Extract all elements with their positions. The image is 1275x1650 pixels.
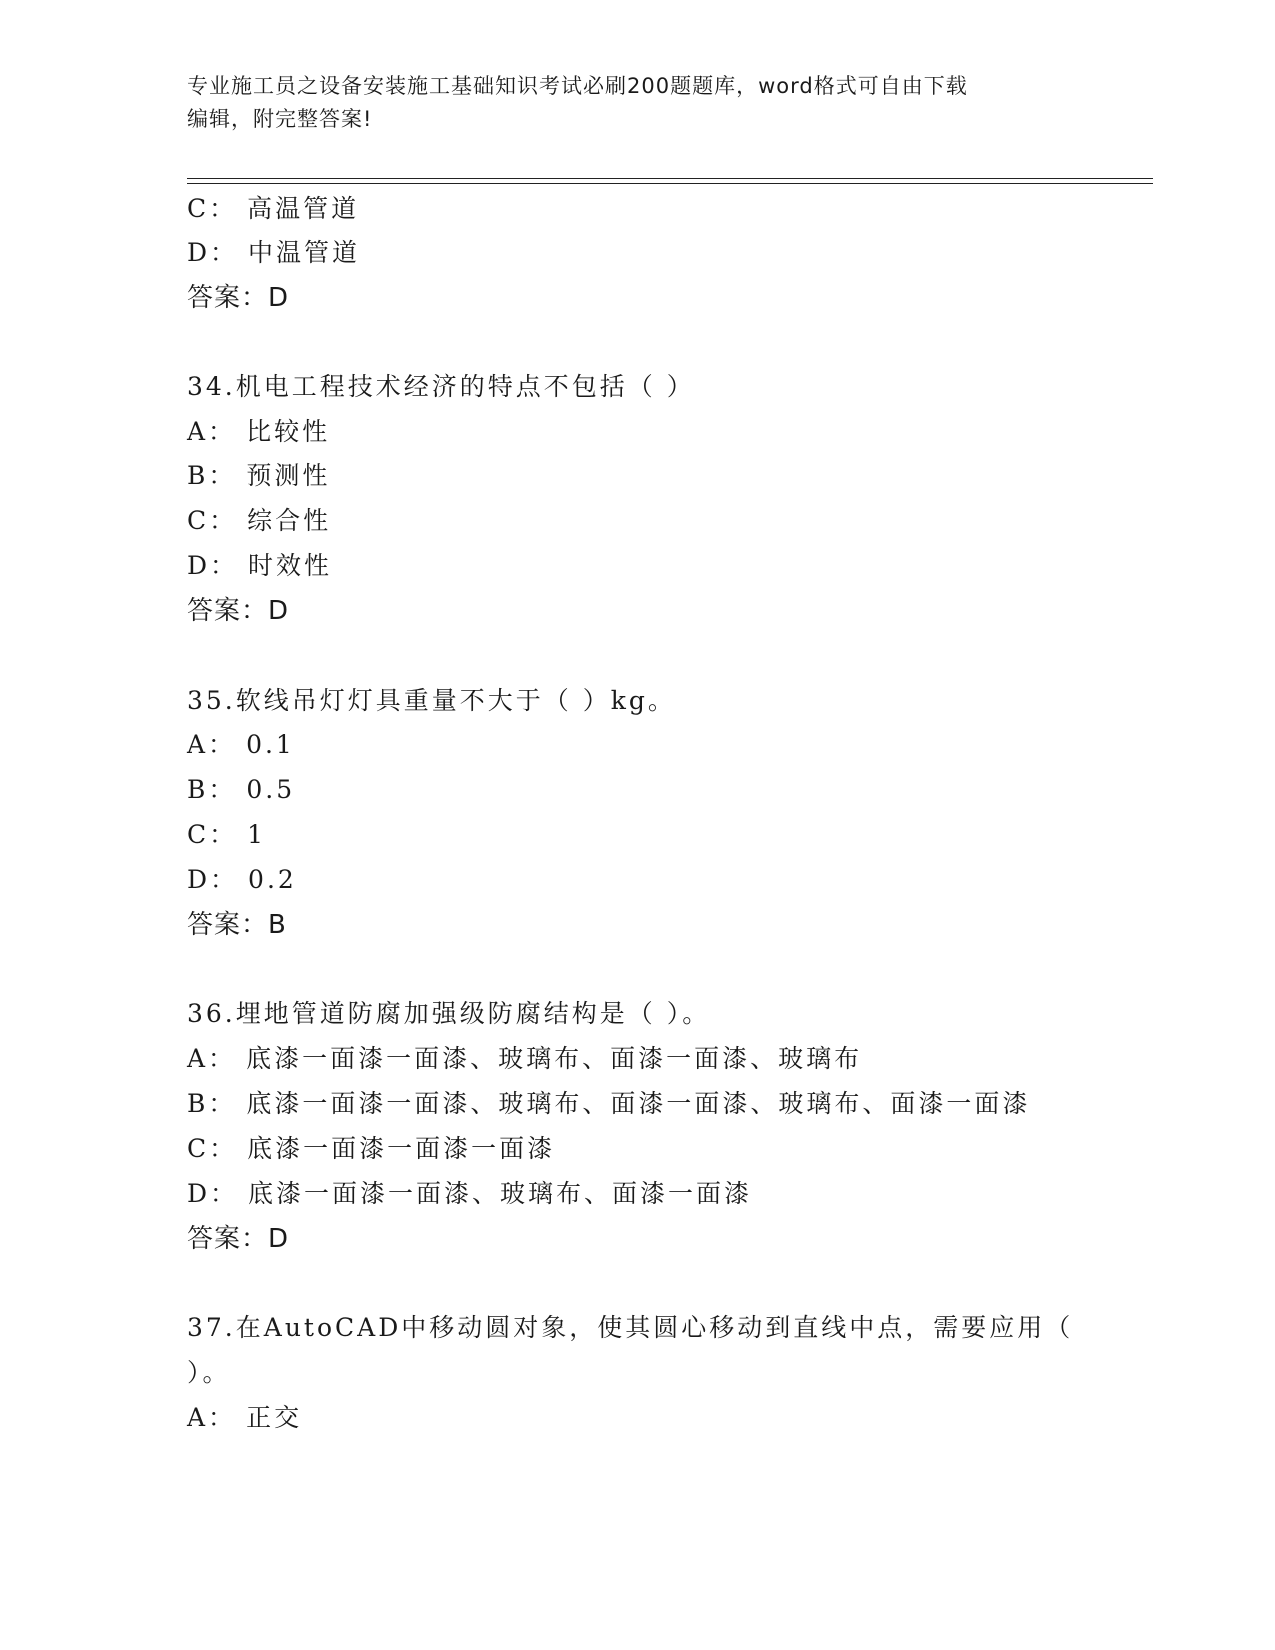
q37-title-line-2: ）。 [187,1358,231,1387]
q34-option-a [187,417,330,447]
q36-option-a [187,1044,862,1074]
option-label: A： [187,730,237,759]
option-label: D： [187,551,239,580]
option-text: 底漆一面漆一面漆、玻璃布、面漆一面漆、玻璃布、面漆一面漆 [246,1089,1031,1118]
q34-title: 34.机电工程技术经济的特点不包括（ ） [187,372,695,401]
option-label: A： [187,1044,237,1073]
option-text: 底漆一面漆一面漆一面漆 [247,1134,556,1163]
option-label: C： [187,1134,238,1163]
q36-option-b [187,1089,1030,1119]
option-text: 底漆一面漆一面漆、玻璃布、面漆一面漆、玻璃布 [246,1044,863,1073]
header-rule-bottom [187,183,1153,184]
option-label: B： [187,461,237,490]
q35-option-b [187,775,295,805]
q36-option-c [187,1134,555,1164]
option-text: 比较性 [246,417,331,446]
header-line-1: 专业施工员之设备安装施工基础知识考试必刷200题题库，word格式可自由下载 [187,74,968,98]
option-text: 0.5 [246,775,296,804]
q33-answer: 答案：D [187,283,290,313]
option-label: A： [187,1403,237,1432]
q36-answer: 答案：D [187,1224,290,1254]
option-label: A： [187,417,237,446]
q34-answer: 答案：D [187,596,290,626]
q35-option-c [187,820,266,850]
option-text: 正交 [246,1403,303,1432]
option-text: 0.1 [246,730,295,759]
q33-option-c [187,194,359,224]
header-rule-top [187,178,1153,179]
option-text: 中温管道 [248,238,361,267]
q35-option-d [187,865,297,895]
option-label: D： [187,238,239,267]
q36-title: 36.埋地管道防腐加强级防腐结构是（ ）。 [187,999,711,1028]
option-text: 0.2 [248,865,297,894]
q33-option-d [187,238,360,268]
header-line-2: 编辑，附完整答案! [187,107,373,131]
option-text: 时效性 [248,551,333,580]
option-label: D： [187,1179,239,1208]
q35-title: 35.软线吊灯灯具重量不大于（ ）kg。 [187,686,676,715]
option-text: 预测性 [246,461,331,490]
q35-option-a [187,730,295,760]
option-label: C： [187,820,238,849]
option-label: C： [187,194,238,223]
option-text: 底漆一面漆一面漆、玻璃布、面漆一面漆 [248,1179,753,1208]
q37-title-line-1: 37.在AutoCAD中移动圆对象，使其圆心移动到直线中点，需要应用（ [187,1313,1074,1342]
q37-option-a [187,1403,302,1433]
q36-option-d [187,1179,752,1209]
option-text: 综合性 [247,506,332,535]
option-label: B： [187,1089,237,1118]
option-text: 高温管道 [247,194,360,223]
option-label: D： [187,865,239,894]
q34-option-d [187,551,332,581]
q35-answer: 答案：B [187,910,287,940]
option-text: 1 [247,820,267,849]
q34-option-b [187,461,330,491]
option-label: B： [187,775,237,804]
q34-option-c [187,506,331,536]
document-header [187,70,1067,136]
option-label: C： [187,506,238,535]
